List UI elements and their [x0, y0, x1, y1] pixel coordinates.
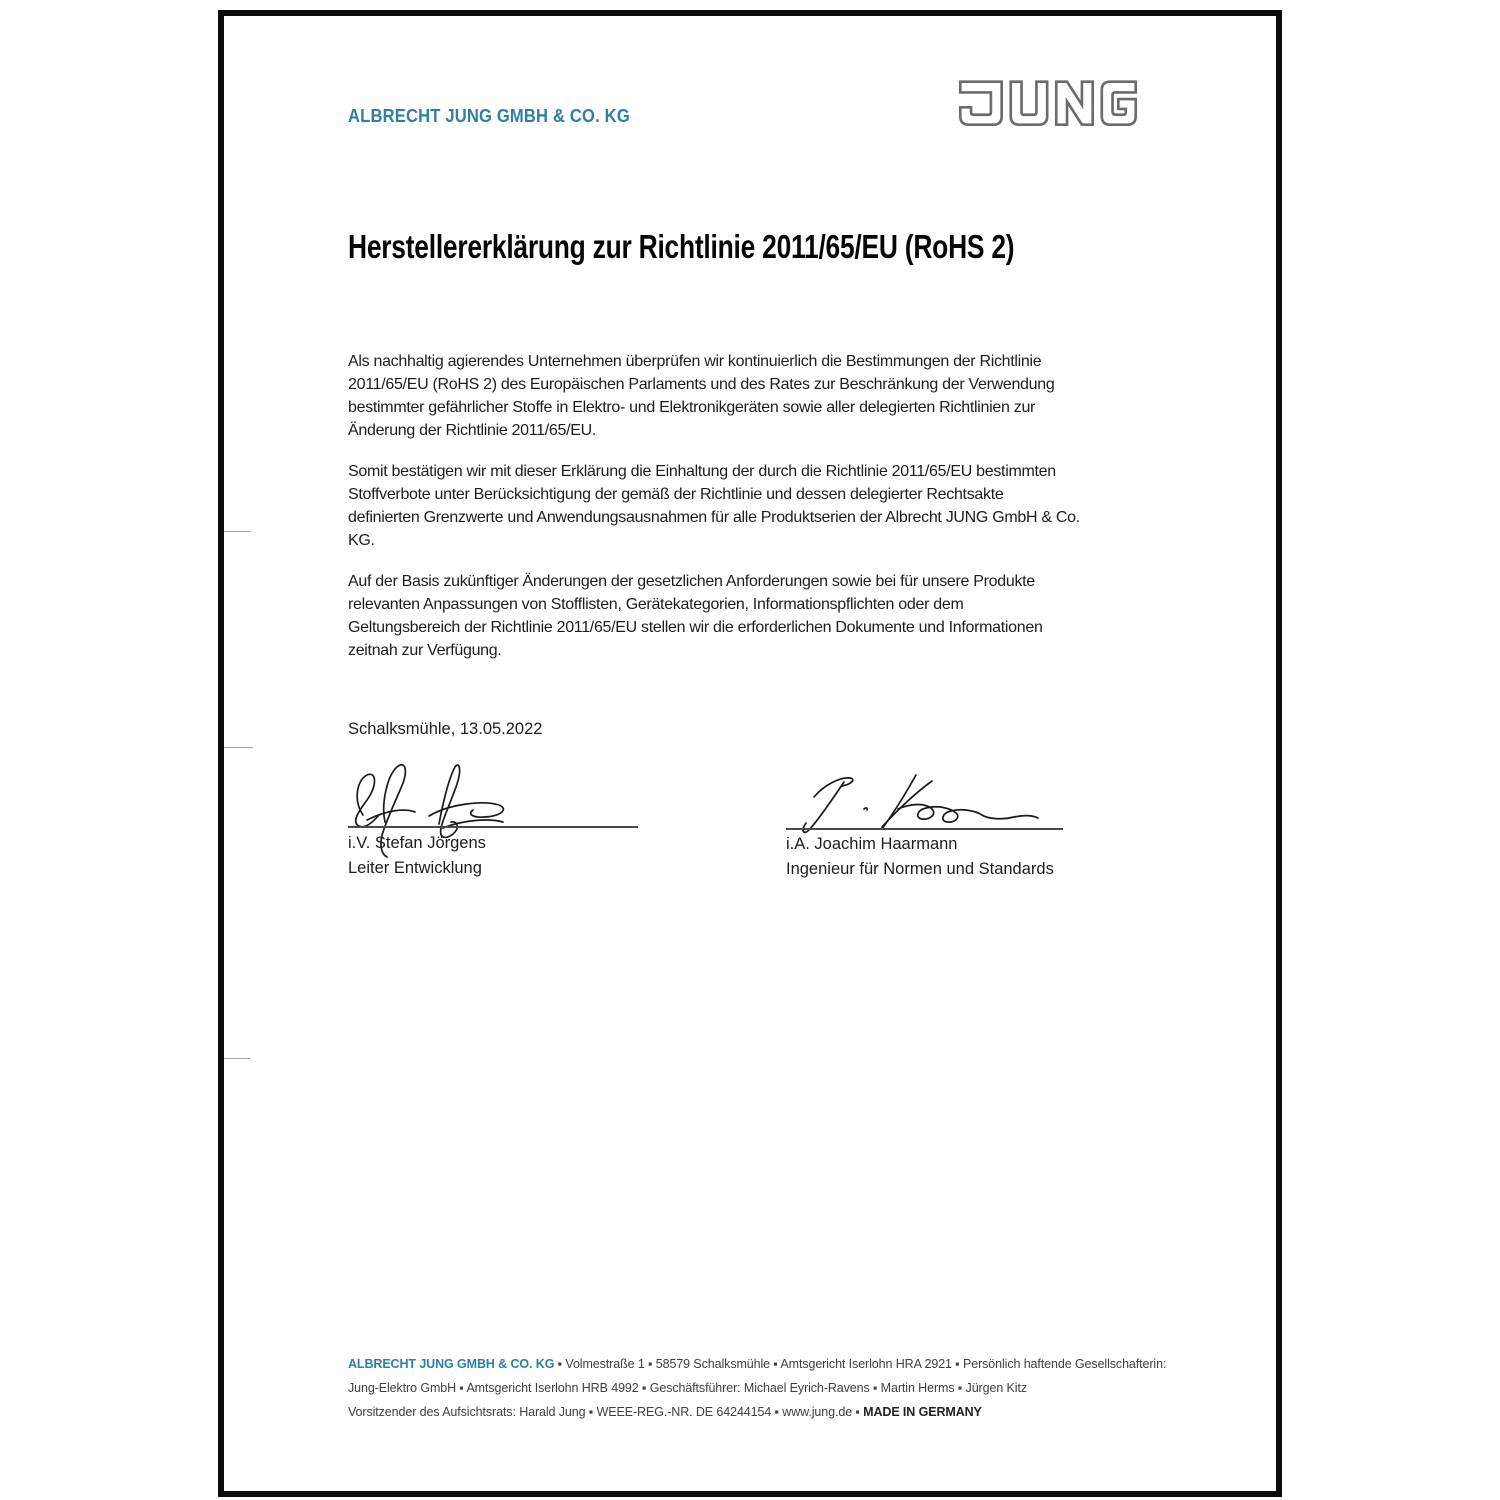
footer-imprint	[348, 1352, 1166, 1424]
signer-role-left: Leiter Entwicklung	[348, 859, 482, 877]
paragraph-line: definierten Grenzwerte und Anwendungsausnahmen für alle Produktserien der Albrecht JUNG GmbH & Co.	[348, 509, 1080, 526]
footer-line-1	[348, 1352, 1166, 1376]
document-title: Herstellererklärung zur Richtlinie 2011/65/EU (RoHS 2)	[348, 228, 1015, 265]
footer-line-3	[348, 1400, 1166, 1424]
paragraph-line: Stoffverbote unter Berücksichtigung der gemäß der Richtlinie und dessen delegierter Rechtsakte	[348, 486, 1004, 503]
paragraph-line: relevanten Anpassungen von Stofflisten, Gerätekategorien, Informationspflichten oder dem	[348, 596, 964, 613]
footer-line-1-text: ▪ Volmestraße 1 ▪ 58579 Schalksmühle ▪ Amtsgericht Iserlohn HRA 2921 ▪ Persönlich haftende Gesellschafterin:	[554, 1357, 1167, 1371]
fold-mark-top	[224, 531, 251, 532]
jung-logo	[948, 80, 1148, 128]
footer-line-3-text: Vorsitzender des Aufsichtsrats: Harald Jung ▪ WEEE-REG.-NR. DE 64244154 ▪ www.jung.de ▪	[348, 1405, 864, 1419]
footer-line-2: Jung-Elektro GmbH ▪ Amtsgericht Iserlohn HRB 4992 ▪ Geschäftsführer: Michael Eyrich-Ravens ▪ Martin Herms ▪ Jürgen Kitz	[348, 1381, 1027, 1395]
company-name-header: ALBRECHT JUNG GMBH & CO. KG	[348, 106, 630, 126]
paragraph-line: Somit bestätigen wir mit dieser Erklärung die Einhaltung der durch die Richtlinie 2011/65/EU bestimmten	[348, 463, 1056, 480]
place-and-date: Schalksmühle, 13.05.2022	[348, 720, 543, 738]
fold-mark-bottom	[224, 1058, 250, 1059]
signer-role-right: Ingenieur für Normen und Standards	[786, 860, 1054, 878]
paragraph-line: bestimmter gefährlicher Stoffe in Elektro- und Elektronikgeräten sowie aller delegierten Richtlinien zur	[348, 399, 1036, 416]
paragraph-2	[348, 460, 1080, 552]
paragraph-line: Änderung der Richtlinie 2011/65/EU.	[348, 422, 597, 439]
signature-joachim-haarmann	[780, 765, 1070, 845]
signer-name-right: i.A. Joachim Haarmann	[786, 835, 958, 853]
paragraph-line: Als nachhaltig agierendes Unternehmen überprüfen wir kontinuierlich die Bestimmungen der Richtlinie	[348, 353, 1042, 370]
signature-line-left	[348, 826, 638, 828]
signature-line-right	[786, 828, 1063, 830]
paragraph-line: Geltungsbereich der Richtlinie 2011/65/EU stellen wir die erforderlichen Dokumente und Informationen	[348, 619, 1043, 636]
jung-logo-icon	[948, 80, 1148, 128]
fold-mark-middle	[224, 747, 253, 748]
paragraph-line: zeitnah zur Verfügung.	[348, 642, 502, 659]
paragraph-line: 2011/65/EU (RoHS 2) des Europäischen Parlaments und des Rates zur Beschränkung der Verwendung	[348, 376, 1055, 393]
paragraph-line: KG.	[348, 532, 375, 549]
made-in-germany-label: MADE IN GERMANY	[863, 1405, 982, 1419]
paragraph-3	[348, 570, 1043, 662]
footer-company-name: ALBRECHT JUNG GMBH & CO. KG	[348, 1357, 555, 1371]
paragraph-line: Auf der Basis zukünftiger Änderungen der gesetzlichen Anforderungen sowie bei für unsere Produkte	[348, 573, 1035, 590]
signer-name-left: i.V. Stefan Jörgens	[348, 834, 486, 852]
paragraph-1	[348, 350, 1054, 442]
